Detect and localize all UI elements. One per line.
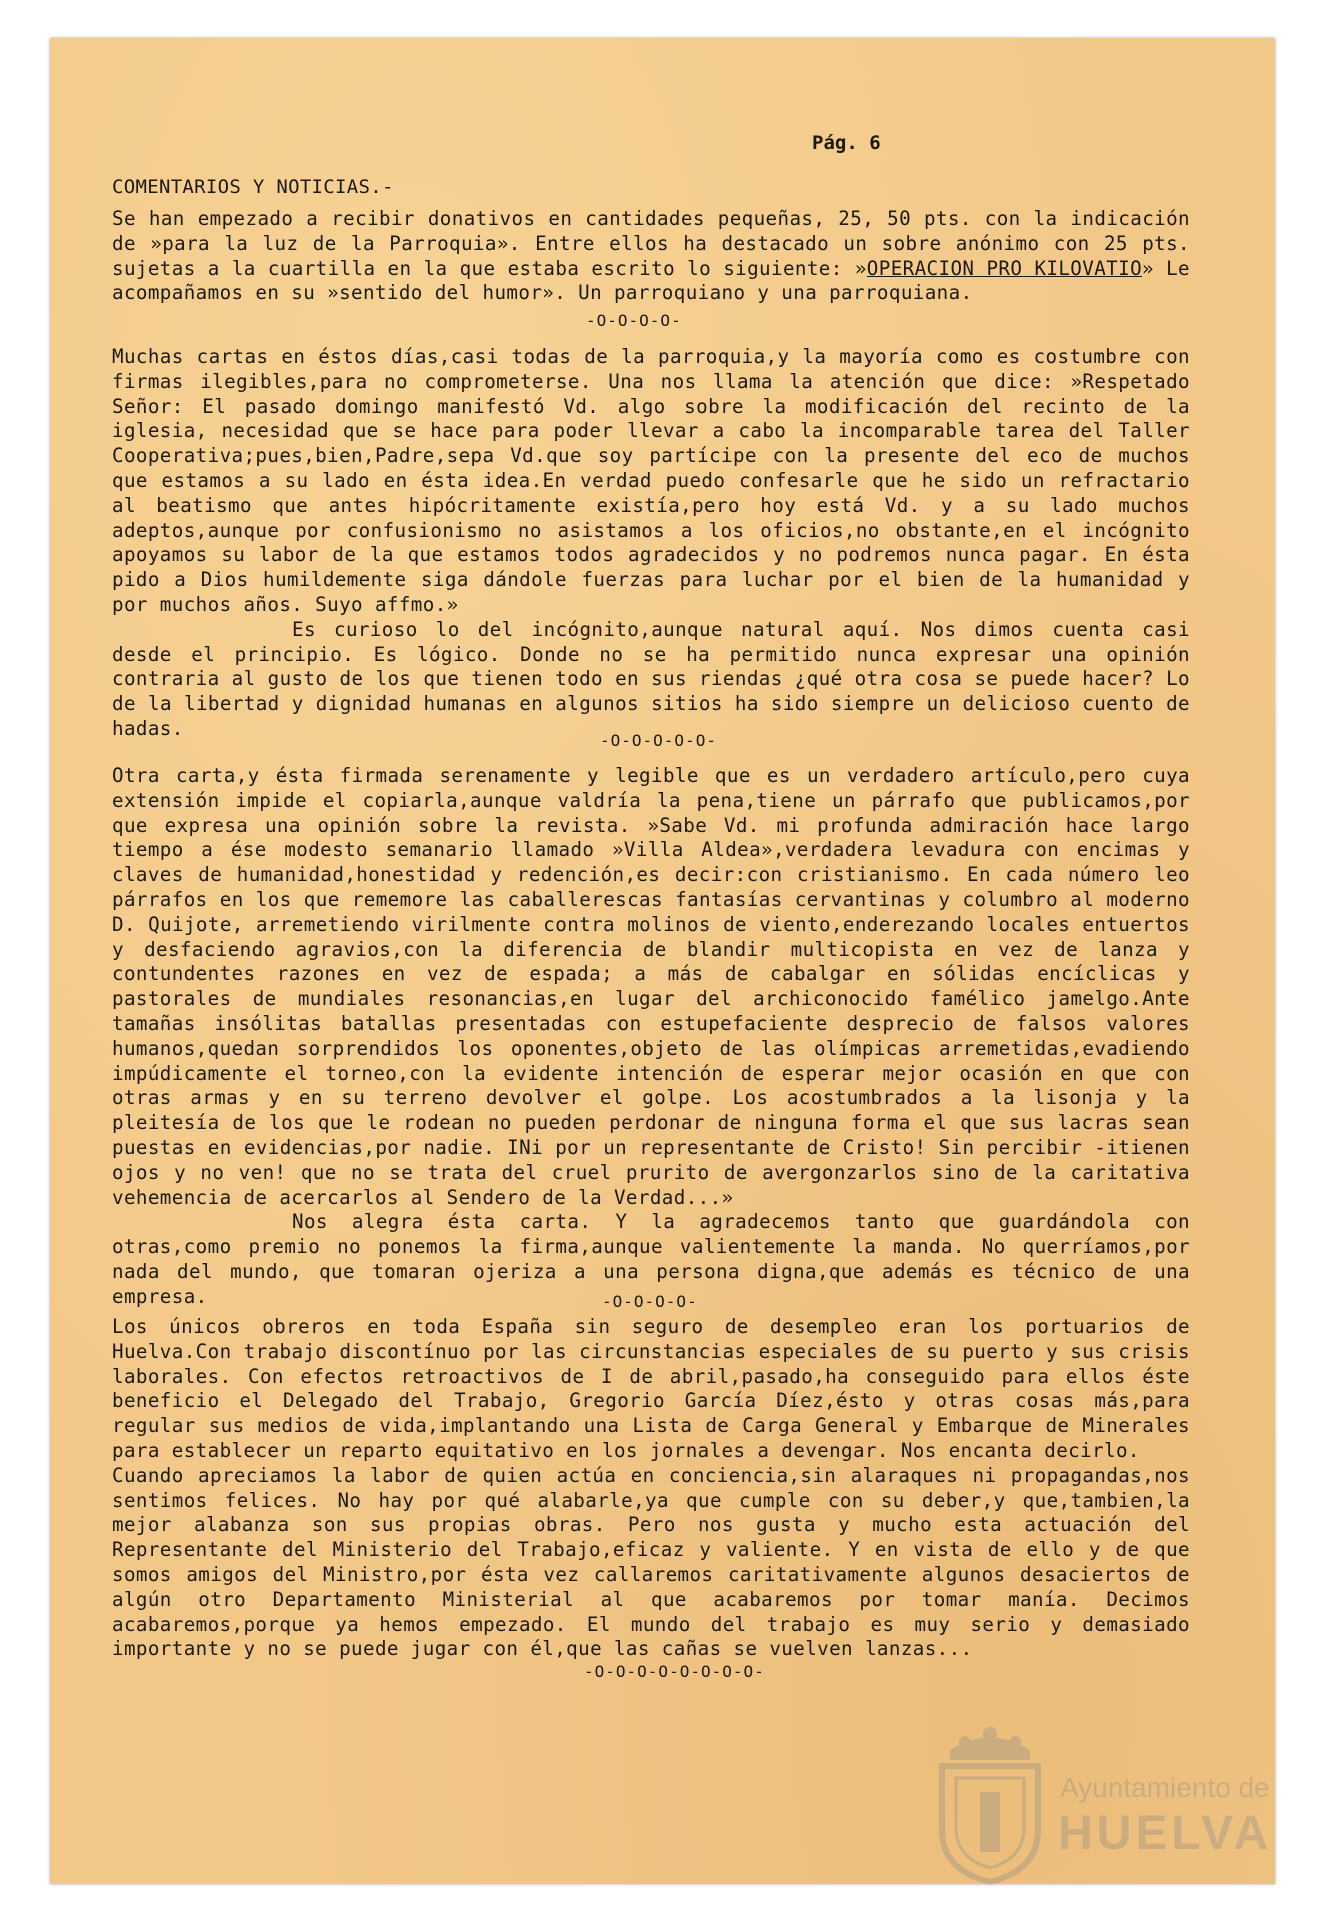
separator-1: -O-O-O-O-: [586, 311, 682, 330]
news-item-letters: [112, 345, 1190, 742]
operation-kilovatio-highlight: OPERACION PRO KILOVATIO: [866, 256, 1143, 280]
news-item-second-letter: [112, 764, 1190, 1310]
letter-1-comment: Es curioso lo del incógnito,aunque natural aquí. Nos dimos cuenta casi desde el principio. Es lógico. Donde no se ha permitido nunca expresar una opinión contraria al gusto de los que tienen todo en sus riendas ¿qué otra cosa se puede hacer? Lo de la libertad y dignidad humanas en algunos sitios ha sido siempre un delicioso cuento de hadas.: [112, 617, 1190, 740]
huelva-coat-of-arms-icon: [930, 1720, 1050, 1885]
letter-1-text: Muchas cartas en éstos días,casi todas de la parroquia,y la mayoría como es costumbre con firmas ilegibles,para no comprometerse. Una nos llama la atención que dice: »Respetado Señor: El pasado domingo manifestó Vd. algo sobre la modificación del recinto de la iglesia, necesidad que se hace para poder llevar a cabo la incomparable tarea del Taller Cooperativa;pues,bien,Padre,sepa Vd.que soy partícipe con la presente del eco de muchos que estamos a su lado en ésta idea.En verdad puedo confesarle que he sido un refractario al beatismo que antes hipócritamente existía,pero hoy está Vd. y a su lado muchos adeptos,aunque por confusionismo no asistamos a los oficios,no obstante,en el incógnito apoyamos su labor de la que estamos todos agradecidos y no podremos nunca pagar. En ésta pido a Dios humildemente siga dándole fuerzas para luchar por el bien de la humanidad y por muchos años. Suyo affmo.»: [112, 345, 1190, 616]
port-workers-comment: Cuando apreciamos la labor de quien actúa en conciencia,sin alaraques ni propagandas,nos sentimos felices. No hay por qué alabarle,ya que cumple con su deber,y que,tambien,la mejor alabanza son sus propias obras. Pero nos gusta y mucho esta actuación del Representante del Ministerio del Trabajo,eficaz y valiente. Y en vista de ello y de que somos amigos del Ministro,por ésta vez callaremos caritativamente algunos desaciertos de algún otro Departamento Ministerial al que acabaremos por tomar manía. Decimos acabaremos,porque ya hemos empezado. El mundo del trabajo es muy serio y demasiado importante y no se puede jugar con él,que las cañas se vuelven lanzas...: [112, 1463, 1190, 1661]
news-item-donations: [112, 207, 1190, 306]
page-number: Pág. 6: [812, 132, 881, 154]
section-title: COMENTARIOS Y NOTICIAS.-: [112, 176, 394, 198]
letter-2-text: Otra carta,y ésta firmada serenamente y legible que es un verdadero artículo,pero cuya extensión impide el copiarla,aunque valdría la pena,tiene un párrafo que publicamos,por que expresa una opinión sobre la revista. »Sabe Vd. mi profunda admiración hace largo tiempo a ése modesto semanario llamado »Villa Aldea»,verdadera levadura con encimas y claves de humanidad,honestidad y redención,es decir:con cristianismo. En cada número leo párrafos en los que rememore las caballerescas fantasías cervantinas y columbro al moderno D. Quijote, arremetiendo virilmente contra molinos de viento,enderezando locales entuertos y desfaciendo agravios,con la diferencia de blandir multicopista en vez de lanza y contundentes razones en vez de espada; a más de cabalgar en sólidas encíclicas y pastorales de mundiales resonancias,en lugar del archiconocido famélico jamelgo.Ante tamañas insólitas batallas presentadas con estupefaciente desprecio de falsos valores humanos,quedan sorprendidos los oponentes,objeto de las olímpicas arremetidas,evadiendo impúdicamente el torneo,con la evidente intención de esperar mejor ocasión en que con otras armas y en su terreno devolver el golpe. Los acostumbrados a la lisonja y la pleitesía de los que le rodean no pueden perdonar de ninguna forma el que sus lacras sean puestas en evidencias,por nadie. INi por un representante de Cristo! Sin percibir -itienen ojos y no ven! que no se trata del cruel prurito de avergonzarlos sino de la caritativa vehemencia de acercarlos al Sendero de la Verdad...»: [112, 764, 1190, 1209]
separator-3: -O-O-O-O-: [602, 1292, 698, 1311]
donations-text-a: Se han empezado a recibir donativos en cantidades pequeñas, 25, 50 pts. con la indicación de »para la luz de la Parroquia». Entre ellos ha destacado un sobre anónimo con 25 pts. sujetas a la cuartilla en la que estaba escrito lo siguiente: »: [112, 207, 1190, 280]
watermark-line-2: HUELVA: [1058, 1807, 1273, 1860]
archive-watermark: [930, 1720, 1273, 1890]
port-workers-text: Los únicos obreros en toda España sin seguro de desempleo eran los portuarios de Huelva.Con trabajo discontínuo por las circunstancias especiales de su puerto y sus crisis laborales. Con efectos retroactivos de I de abril,pasado,ha conseguido para ellos éste beneficio el Delegado del Trabajo, Gregorio García Díez,ésto y otras cosas más,para regular sus medios de vida,implantando una Lista de Carga General y Embarque de Minerales para establecer un reparto equitativo en los jornales a devengar. Nos encanta decirlo.: [112, 1315, 1190, 1462]
news-item-port-workers: [112, 1315, 1190, 1662]
letter-2-comment: Nos alegra ésta carta. Y la agradecemos tanto que guardándola con otras,como premio no ponemos la firma,aunque valientemente la manda. No querríamos,por nada del mundo, que tomaran ojeriza a una persona digna,que además es técnico de una empresa.: [112, 1210, 1190, 1308]
separator-4: -O-O-O-O-O-O-O-O-: [584, 1662, 765, 1681]
watermark-line-1: Ayuntamiento de: [1060, 1772, 1270, 1803]
donations-text-b: » Le acompañamos en su »sentido del humor». Un parroquiano y una parroquiana.: [112, 256, 1191, 305]
separator-2: -O-O-O-O-O-: [600, 731, 717, 750]
